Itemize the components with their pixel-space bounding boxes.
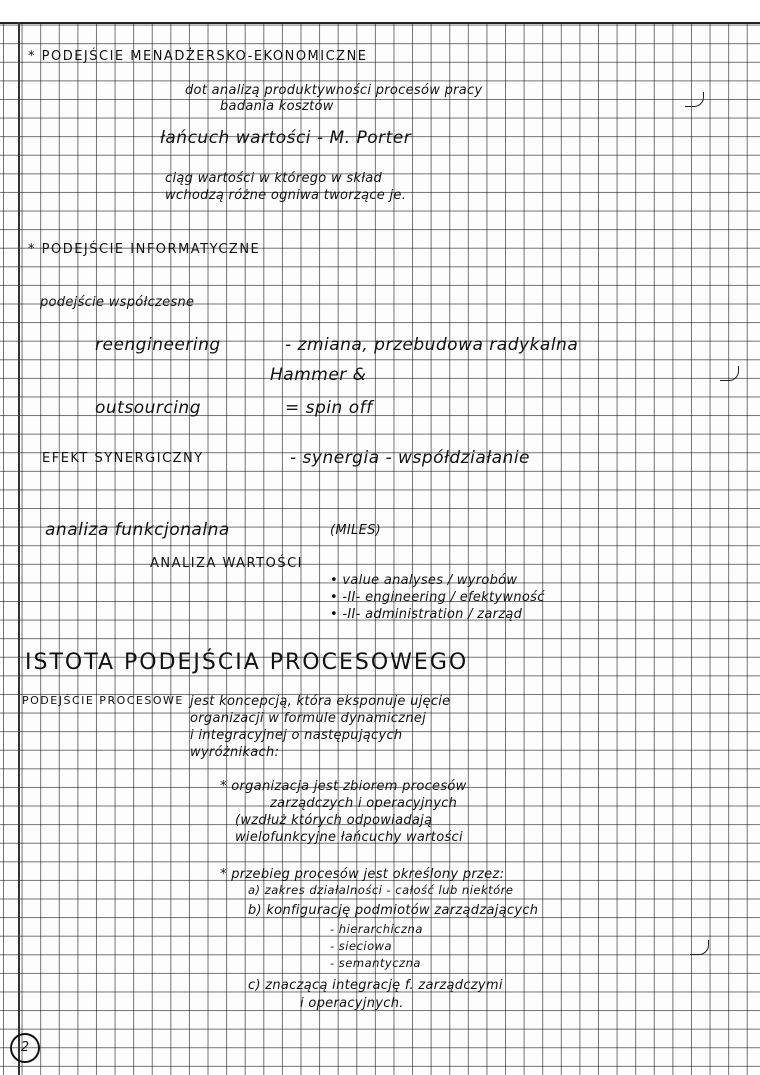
reengineering-term: reengineering [95, 335, 221, 355]
course-line: * przebieg procesów jest określony przez: [220, 867, 505, 882]
sub-item-2: - sieciowa [330, 939, 393, 953]
modern-approaches: podejście współczesne [40, 295, 195, 310]
margin-line [18, 22, 20, 1075]
synergy-label: EFEKT SYNERGICZNY [42, 451, 204, 466]
value-bullet-2: • -II- engineering / efektywność [330, 590, 545, 605]
process-approach-title: ISTOTA PODEJŚCIA PROCESOWEGO [25, 650, 469, 675]
miles-label: (MILES) [330, 523, 382, 538]
section1-line1: dot analizą produktywności procesów pracy [185, 83, 483, 98]
org-line-3: (wzdłuż których odpowiadają [235, 813, 433, 828]
point-b: b) konfigurację podmiotów zarządzających [248, 903, 539, 918]
process-approach-label: PODEJŚCIE PROCESOWE [22, 694, 184, 707]
process-def-4: wyróżnikach: [190, 745, 280, 760]
synergy-def: - synergia - współdziałanie [290, 448, 530, 468]
sub-item-3: - semantyczna [330, 956, 421, 970]
process-def-2: organizacji w formule dynamicznej [190, 711, 427, 726]
outsourcing-def: = spin off [285, 398, 373, 418]
chain-line2: wchodzą różne ogniwa tworzące je. [165, 188, 407, 203]
page-top-edge [0, 0, 760, 24]
hammer-note: Hammer & [270, 365, 367, 385]
section2-title: * PODEJŚCIE INFORMATYCZNE [28, 242, 261, 257]
point-c-2: i operacyjnych. [300, 996, 404, 1011]
reengineering-def: - zmiana, przebudowa radykalna [285, 335, 579, 355]
page-number: 2 [10, 1033, 40, 1063]
bracket-mark [720, 366, 739, 381]
section1-title: * PODEJŚCIE MENADŻERSKO-EKONOMICZNE [28, 49, 368, 64]
org-line-1: * organizacja jest zbiorem procesów [220, 779, 467, 794]
point-a: a) zakres działalności - całość lub niektóre [248, 883, 514, 897]
process-def-1: jest koncepcją, która eksponuje ujęcie [190, 694, 451, 709]
value-bullet-3: • -II- administration / zarząd [330, 607, 523, 622]
section1-line2: badania kosztów [220, 99, 334, 114]
functional-analysis: analiza funkcjonalna [45, 520, 230, 540]
chain-line1: ciąg wartości w którego w skład [165, 171, 383, 186]
org-line-4: wielofunkcyjne łańcuchy wartości [235, 830, 463, 845]
sub-item-1: - hierarchiczna [330, 922, 423, 936]
org-line-2: zarządczych i operacyjnych [270, 796, 458, 811]
value-analysis-title: ANALIZA WARTOŚCI [150, 556, 303, 571]
porter-line: łańcuch wartości - M. Porter [160, 128, 412, 148]
bracket-mark [685, 92, 704, 107]
outsourcing-term: outsourcing [95, 398, 201, 418]
value-bullet-1: • value analyses / wyrobów [330, 573, 518, 588]
process-def-3: i integracyjnej o następujących [190, 728, 403, 743]
bracket-mark [690, 940, 709, 955]
point-c-1: c) znaczącą integrację f. zarządczymi [248, 978, 503, 993]
